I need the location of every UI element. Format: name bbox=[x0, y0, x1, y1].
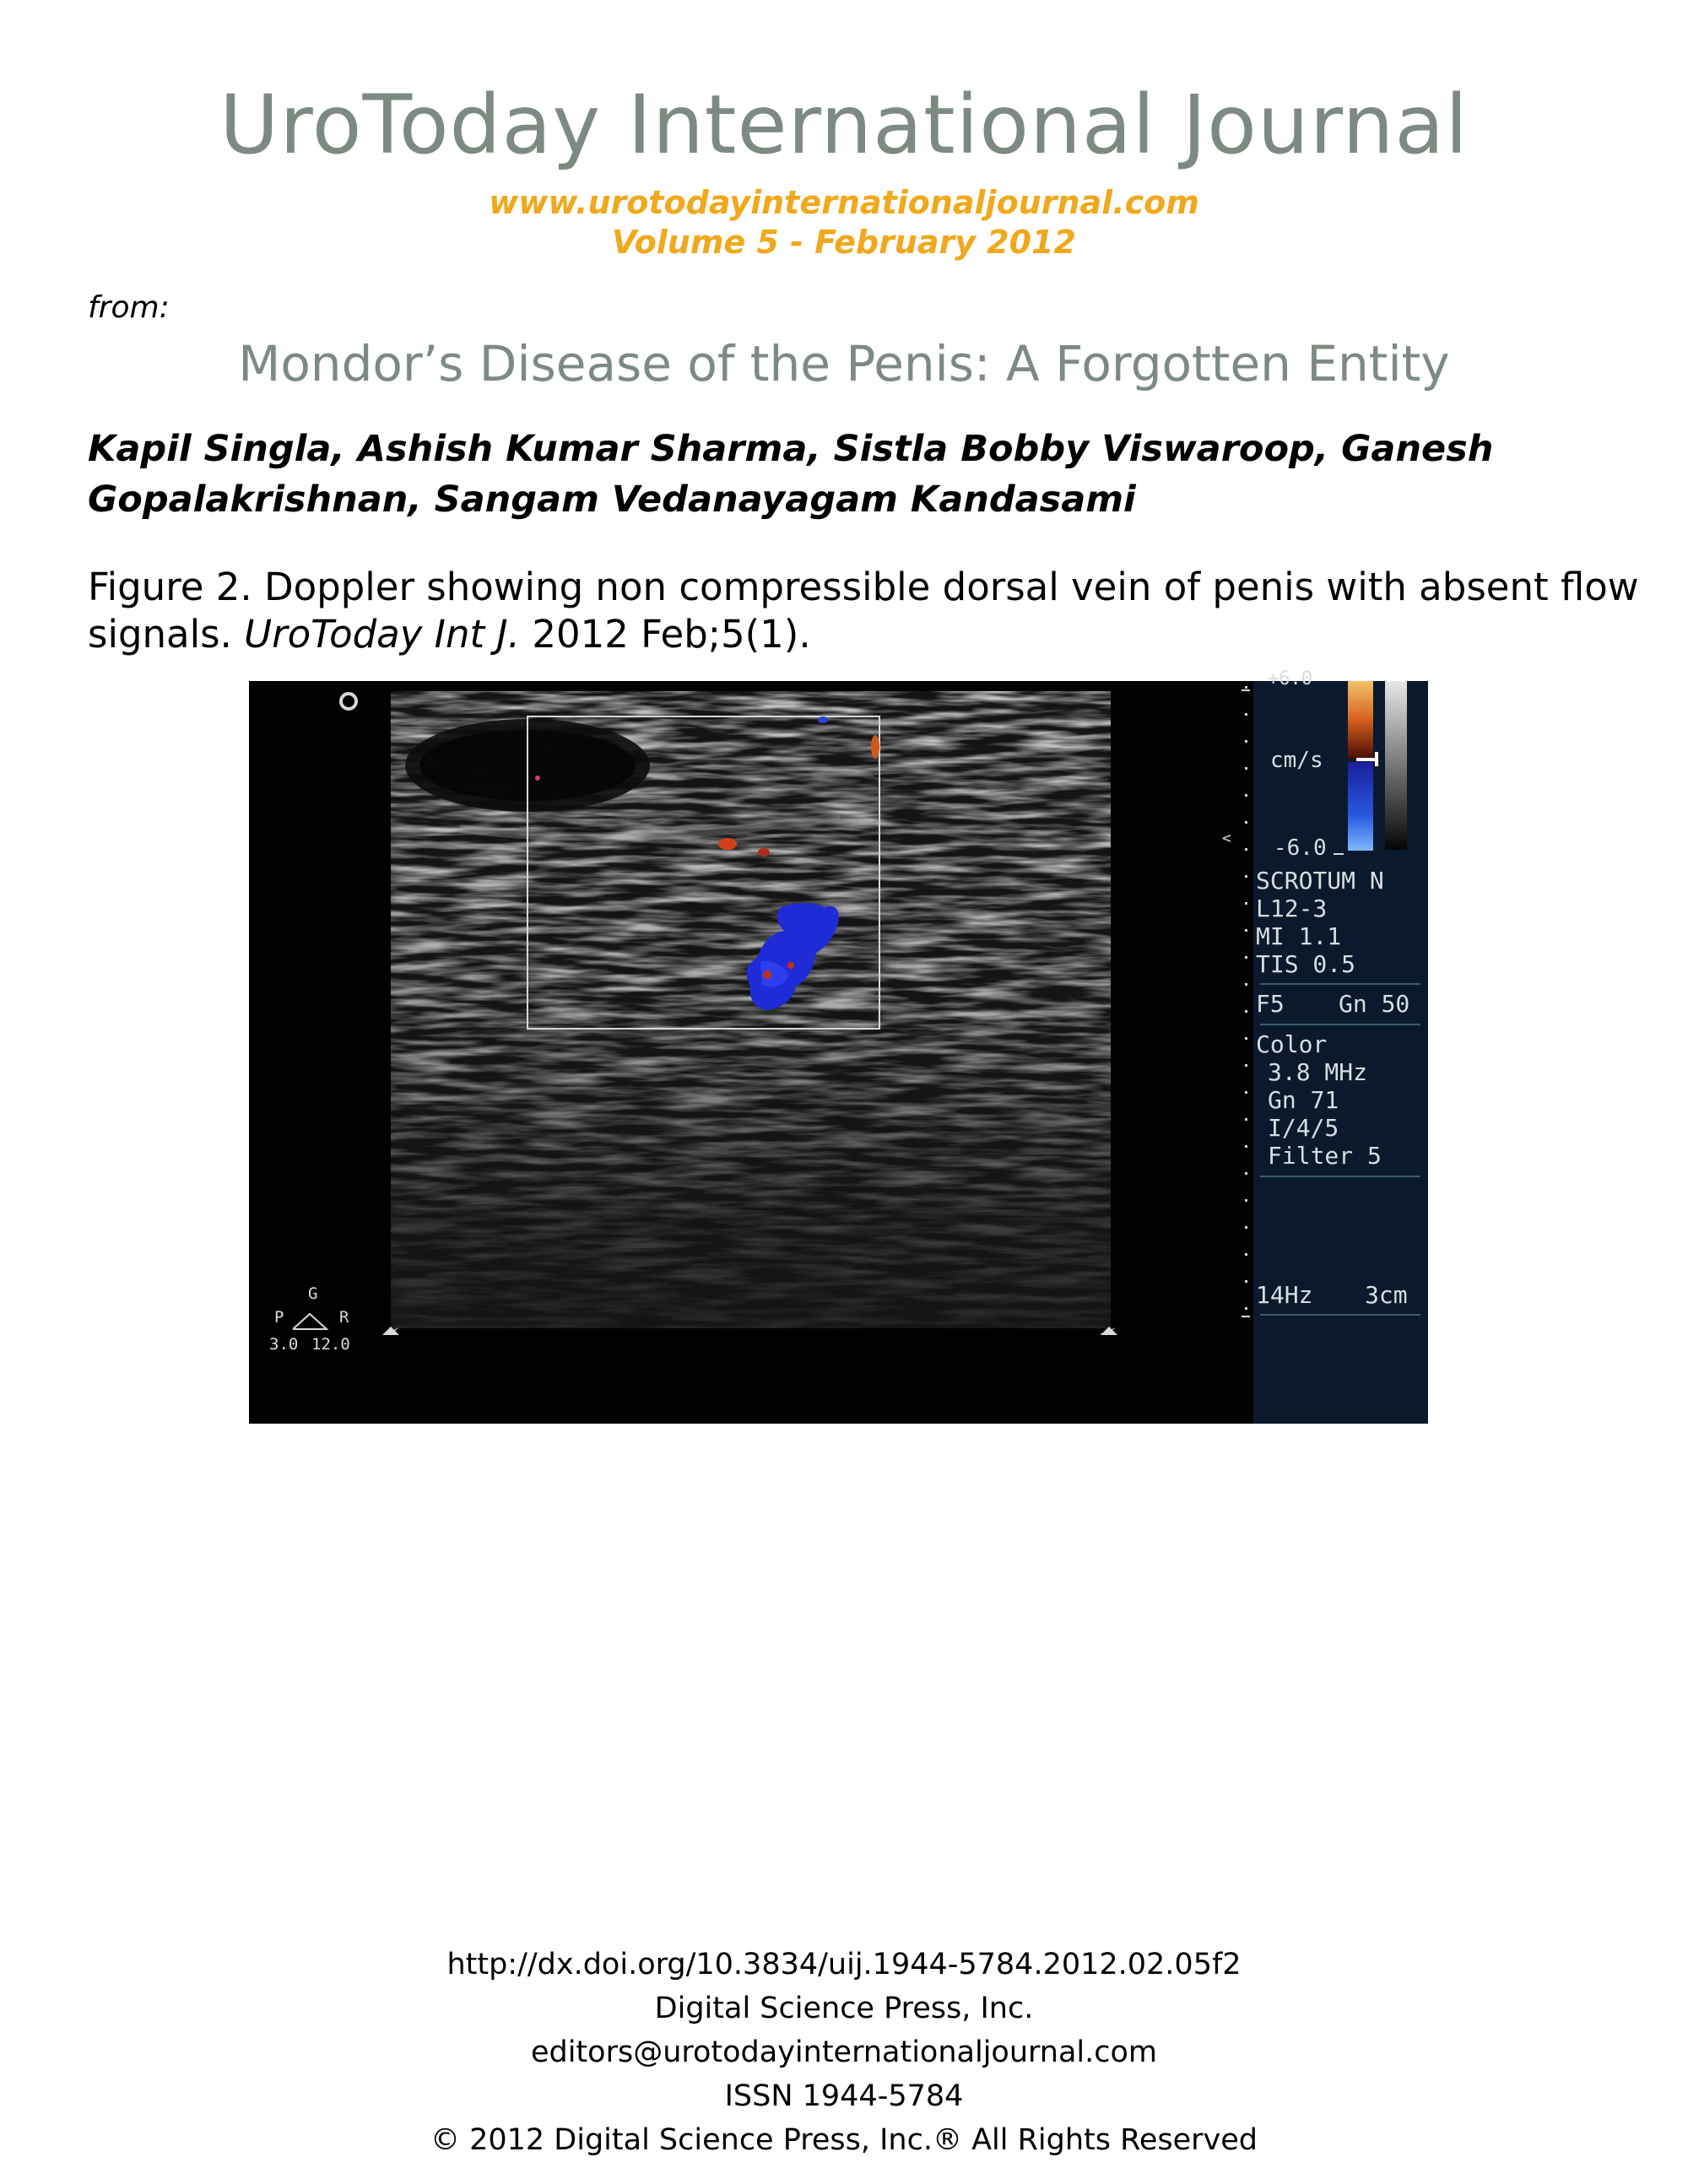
color-gain: Gn 71 bbox=[1268, 1086, 1339, 1114]
depth-label: 3cm bbox=[1365, 1281, 1408, 1309]
frame-rate: 14Hz bbox=[1256, 1281, 1313, 1309]
journal-url[interactable]: www.urotodayinternationaljournal.com bbox=[489, 184, 1199, 221]
footer-email[interactable]: editors@urotodayinternationaljournal.com bbox=[530, 2035, 1158, 2069]
preset-label: SCROTUM N bbox=[1256, 867, 1384, 895]
from-label: from: bbox=[88, 290, 170, 325]
caption-journal: UroToday Int J. bbox=[244, 612, 520, 657]
doppler-ultrasound-image bbox=[249, 668, 1428, 1424]
authors-line-2: Gopalakrishnan, Sangam Vedanayagam Kandasami bbox=[88, 478, 1136, 521]
frequency-label: F5 bbox=[1256, 990, 1285, 1018]
scale-top-value: +6.0 bbox=[1268, 668, 1312, 689]
authors bbox=[88, 424, 1624, 525]
color-mode-label: Color bbox=[1256, 1030, 1328, 1058]
probe-orientation-glyph bbox=[269, 1284, 350, 1354]
scale-unit: cm/s bbox=[1270, 748, 1323, 773]
footer-doi[interactable]: http://dx.doi.org/10.3834/uij.1944-5784.2012.02.05f2 bbox=[446, 1948, 1242, 1981]
caption-line-2 bbox=[88, 611, 1641, 658]
gain-label: Gn 50 bbox=[1339, 990, 1410, 1018]
probe-label: L12-3 bbox=[1256, 895, 1328, 922]
color-setting: I/4/5 bbox=[1268, 1114, 1339, 1142]
filter-label: Filter 5 bbox=[1268, 1142, 1382, 1170]
depth-scale bbox=[1242, 686, 1250, 1317]
caption-ref: 2012 Feb;5(1). bbox=[532, 612, 811, 657]
orient-p-label: P bbox=[274, 1308, 284, 1327]
orient-right-value: 12.0 bbox=[311, 1335, 350, 1354]
article-title: Mondor’s Disease of the Penis: A Forgotten Entity bbox=[238, 335, 1450, 392]
footer-publisher: Digital Science Press, Inc. bbox=[654, 1992, 1034, 2025]
color-frequency: 3.8 MHz bbox=[1268, 1058, 1368, 1086]
orientation-marker-icon bbox=[341, 694, 356, 709]
footer-issn: ISSN 1944-5784 bbox=[724, 2079, 964, 2113]
footer-copyright: © 2012 Digital Science Press, Inc.® All Rights Reserved bbox=[430, 2123, 1258, 2157]
mi-label: MI 1.1 bbox=[1256, 922, 1342, 950]
orient-left-value: 3.0 bbox=[269, 1335, 299, 1354]
caption-line-1: Figure 2. Doppler showing non compressible dorsal vein of penis with absent flow bbox=[88, 565, 1639, 609]
journal-volume: Volume 5 - February 2012 bbox=[611, 224, 1077, 261]
caption-signals: signals. bbox=[88, 612, 232, 657]
orient-r-label: R bbox=[339, 1308, 349, 1327]
scale-bottom-value: -6.0 bbox=[1274, 835, 1327, 861]
focus-caret-icon: < bbox=[1222, 830, 1231, 847]
figure-caption bbox=[88, 564, 1641, 658]
authors-line-1: Kapil Singla, Ashish Kumar Sharma, Sistla Bobby Viswaroop, Ganesh bbox=[88, 428, 1494, 470]
tis-label: TIS 0.5 bbox=[1256, 950, 1356, 978]
bmode-image bbox=[391, 691, 1111, 1328]
orient-g-label: G bbox=[308, 1284, 318, 1303]
journal-title: UroToday International Journal bbox=[219, 78, 1469, 172]
